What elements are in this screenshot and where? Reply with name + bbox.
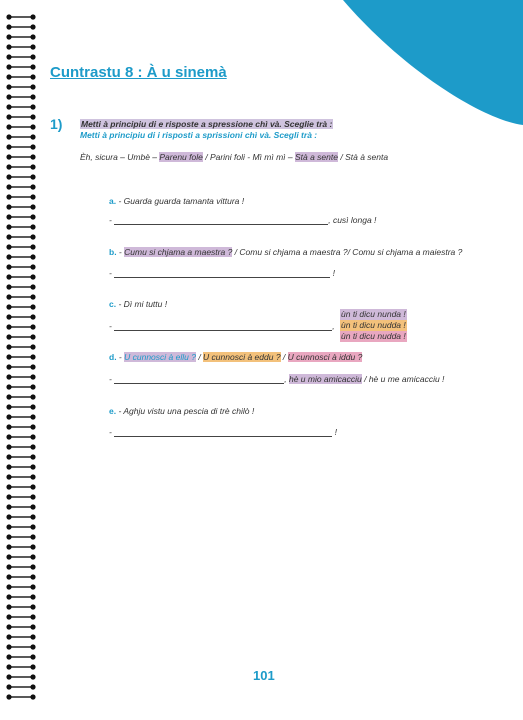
- option-highlight: ùn ti dicu nunda !: [341, 309, 406, 319]
- spiral-ring: [6, 164, 35, 169]
- spiral-ring: [6, 234, 35, 239]
- option-highlight: ùn ti dicu nudda !: [341, 320, 406, 330]
- spiral-ring: [6, 264, 35, 269]
- spiral-ring: [6, 594, 35, 599]
- spiral-ring: [6, 654, 35, 659]
- spiral-ring: [6, 204, 35, 209]
- spiral-ring: [6, 674, 35, 679]
- item-label: d.: [109, 352, 117, 362]
- spiral-ring: [6, 624, 35, 629]
- spiral-ring: [6, 294, 35, 299]
- spiral-ring: [6, 284, 35, 289]
- word-bank-highlight: Stà a sente: [294, 152, 338, 162]
- item-a-answer: [109, 215, 376, 225]
- answer-dash: -: [109, 215, 112, 225]
- item-label: b.: [109, 247, 117, 257]
- spiral-ring: [6, 684, 35, 689]
- instruction-secondary: Metti à principiu di i risposti a sprissioni chì và. Scegli trà :: [80, 130, 318, 140]
- item-d-prompt: [109, 352, 362, 362]
- spiral-ring: [6, 224, 35, 229]
- spiral-ring: [6, 254, 35, 259]
- spiral-ring: [6, 474, 35, 479]
- answer-end: , cusì longa !: [328, 215, 377, 225]
- spiral-ring: [6, 614, 35, 619]
- option-highlight: U cunnosci à ellu ?: [124, 352, 196, 362]
- spiral-ring: [6, 384, 35, 389]
- spiral-ring: [6, 344, 35, 349]
- answer-dash: -: [109, 321, 112, 331]
- spiral-ring: [6, 304, 35, 309]
- spiral-ring: [6, 144, 35, 149]
- item-prompt-dash: -: [116, 247, 125, 257]
- spiral-ring: [6, 644, 35, 649]
- answer-end: !: [334, 427, 337, 437]
- option-highlight: Cumu si chjama a maestra ?: [124, 247, 233, 257]
- item-c-answer: [109, 321, 335, 331]
- answer-comma: ,: [332, 321, 335, 331]
- word-bank-part: / Parini foli - Mì mì mì –: [202, 152, 295, 162]
- item-b-answer: [109, 268, 335, 278]
- item-b-prompt: [109, 247, 462, 257]
- spiral-binding: [6, 10, 40, 710]
- answer-dash: -: [109, 427, 112, 437]
- word-bank: [80, 152, 388, 162]
- word-bank-highlight: Parenu fole: [159, 152, 203, 162]
- spiral-ring: [6, 694, 35, 699]
- item-a-prompt: [109, 196, 244, 206]
- spiral-ring: [6, 14, 35, 19]
- answer-dash: -: [109, 268, 112, 278]
- spiral-ring: [6, 154, 35, 159]
- spiral-ring: [6, 434, 35, 439]
- instruction-primary: Metti à principiu di e risposte a spressione chì và. Sceglie trà :: [81, 119, 333, 129]
- option-highlight: ùn ti dicu nudda !: [341, 331, 406, 341]
- spiral-ring: [6, 214, 35, 219]
- answer-line[interactable]: [114, 268, 330, 278]
- spiral-ring: [6, 274, 35, 279]
- spiral-ring: [6, 44, 35, 49]
- spiral-ring: [6, 84, 35, 89]
- spiral-ring: [6, 174, 35, 179]
- spiral-ring: [6, 664, 35, 669]
- spiral-ring: [6, 244, 35, 249]
- item-prompt-text: - Aghju vistu una pescia di trè chilò !: [116, 406, 255, 416]
- spiral-ring: [6, 544, 35, 549]
- item-prompt-text: - Guarda guarda tamanta vittura !: [116, 196, 245, 206]
- item-prompt-rest: / Comu si chjama a maestra ?/ Comu si chjama a maiestra ?: [232, 247, 463, 257]
- answer-comma: ,: [284, 374, 287, 384]
- corner-decoration: [343, 0, 523, 130]
- spiral-ring: [6, 194, 35, 199]
- item-prompt-dash: -: [116, 352, 125, 362]
- option-highlight: U cunnosci à eddu ?: [203, 352, 281, 362]
- spiral-ring: [6, 504, 35, 509]
- spiral-ring: [6, 134, 35, 139]
- spiral-ring: [6, 104, 35, 109]
- spiral-ring: [6, 484, 35, 489]
- spiral-ring: [6, 114, 35, 119]
- item-e-answer: [109, 427, 337, 437]
- spiral-ring: [6, 64, 35, 69]
- item-e-prompt: [109, 406, 254, 416]
- spiral-ring: [6, 94, 35, 99]
- spiral-ring: [6, 534, 35, 539]
- spiral-ring: [6, 354, 35, 359]
- page-title: Cuntrastu 8 : À u sinemà: [50, 64, 227, 81]
- spiral-ring: [6, 324, 35, 329]
- spiral-ring: [6, 34, 35, 39]
- spiral-ring: [6, 494, 35, 499]
- spiral-ring: [6, 464, 35, 469]
- question-number: 1): [50, 116, 63, 132]
- item-label: c.: [109, 299, 117, 309]
- answer-end: / hè u me amicacciu !: [361, 374, 445, 384]
- spiral-ring: [6, 574, 35, 579]
- spiral-ring: [6, 394, 35, 399]
- word-bank-part: Èh, sicura – Umbè –: [80, 152, 160, 162]
- spiral-ring: [6, 404, 35, 409]
- option-separator: /: [280, 352, 288, 362]
- page-number: 101: [253, 668, 275, 683]
- spiral-ring: [6, 564, 35, 569]
- spiral-ring: [6, 604, 35, 609]
- spiral-ring: [6, 444, 35, 449]
- spiral-ring: [6, 414, 35, 419]
- spiral-ring: [6, 364, 35, 369]
- option-highlight: hè u mio amicacciu: [288, 374, 362, 384]
- spiral-ring: [6, 334, 35, 339]
- answer-line[interactable]: [114, 374, 287, 384]
- item-d-answer: [109, 374, 444, 384]
- spiral-ring: [6, 454, 35, 459]
- item-label: a.: [109, 196, 117, 206]
- option-highlight: U cunnosci à iddu ?: [287, 352, 363, 362]
- spiral-ring: [6, 374, 35, 379]
- answer-line[interactable]: [114, 215, 328, 225]
- answer-dash: -: [109, 374, 112, 384]
- item-c-prompt: [109, 299, 167, 309]
- option-separator: /: [195, 352, 204, 362]
- item-prompt-text: - Dì mi tuttu !: [116, 299, 168, 309]
- spiral-ring: [6, 554, 35, 559]
- spiral-ring: [6, 424, 35, 429]
- spiral-ring: [6, 74, 35, 79]
- spiral-ring: [6, 314, 35, 319]
- spiral-ring: [6, 524, 35, 529]
- item-c-options: [340, 309, 407, 342]
- word-bank-part: / Stà à senta: [337, 152, 389, 162]
- spiral-ring: [6, 584, 35, 589]
- spiral-ring: [6, 184, 35, 189]
- spiral-ring: [6, 24, 35, 29]
- spiral-ring: [6, 54, 35, 59]
- item-label: e.: [109, 406, 117, 416]
- spiral-ring: [6, 634, 35, 639]
- answer-end: !: [332, 268, 335, 278]
- answer-line[interactable]: [114, 427, 332, 437]
- spiral-ring: [6, 124, 35, 129]
- spiral-ring: [6, 514, 35, 519]
- answer-line[interactable]: [114, 321, 335, 331]
